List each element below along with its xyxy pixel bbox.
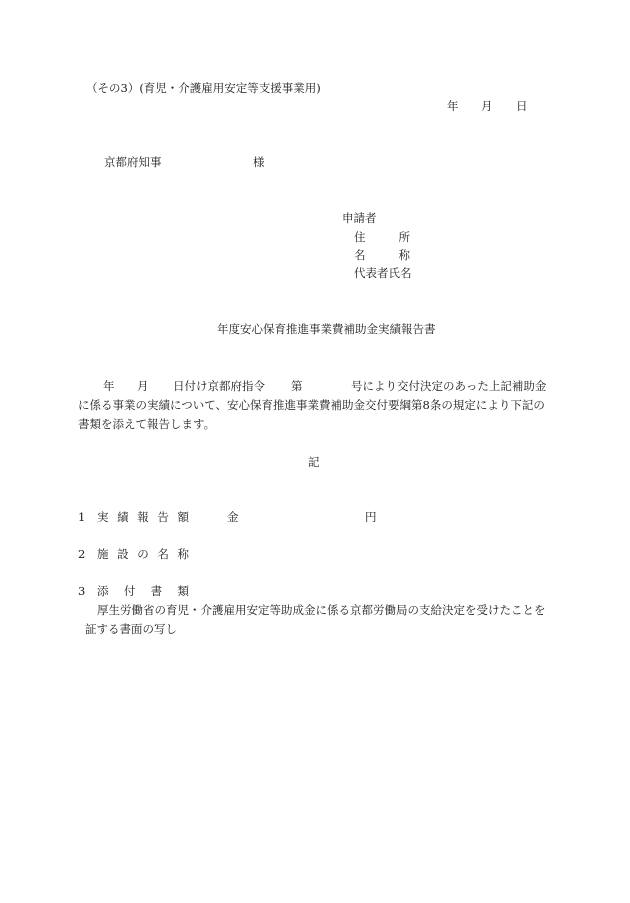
body-month: 月: [137, 379, 149, 393]
item-3-desc-line1: 厚生労働省の育児・介護雇用安定等助成金に係る京都労働局の支給決定を受けたことを: [97, 603, 546, 617]
addressee-honorific: 様: [253, 155, 265, 169]
item-1-kin: 金: [227, 510, 239, 524]
applicant-address-label: 住 所: [354, 230, 410, 244]
item-3-label: 添 付 書 類: [97, 584, 189, 598]
date-month-label: 月: [481, 99, 493, 113]
item-3-desc-line2: 証する書面の写し: [85, 622, 177, 636]
body-number-prefix: 第: [291, 379, 303, 393]
applicant-representative-label: 代表者氏名: [354, 266, 412, 280]
date-day-label: 日: [516, 99, 528, 113]
body-line2: に係る事業の実績について、安心保育推進事業費補助金交付要綱第8条の規定により下記の: [78, 398, 545, 412]
item-2-label: 施 設 の 名 称: [97, 547, 189, 561]
ki-heading: 記: [308, 455, 320, 469]
item-1-label: 実 績 報 告 額: [97, 510, 189, 524]
date-year-label: 年: [447, 99, 459, 113]
applicant-label: 申請者: [342, 211, 377, 225]
form-number: （その3）(育児・介護雇用安定等支援事業用): [86, 81, 321, 95]
item-1-yen: 円: [365, 510, 377, 524]
addressee-name: 京都府知事: [104, 155, 162, 169]
item-1-number: 1: [78, 510, 86, 524]
body-line1-rest: 号により交付決定のあった上記補助金: [351, 379, 547, 393]
item-3-number: 3: [78, 584, 86, 598]
body-dated: 日付け京都府指令: [173, 379, 265, 393]
item-2-number: 2: [78, 547, 86, 561]
body-line3: 書類を添えて報告します。: [78, 417, 216, 431]
applicant-name-label: 名 称: [354, 248, 410, 262]
document-title: 年度安心保育推進事業費補助金実績報告書: [217, 322, 436, 336]
body-year: 年: [103, 379, 115, 393]
